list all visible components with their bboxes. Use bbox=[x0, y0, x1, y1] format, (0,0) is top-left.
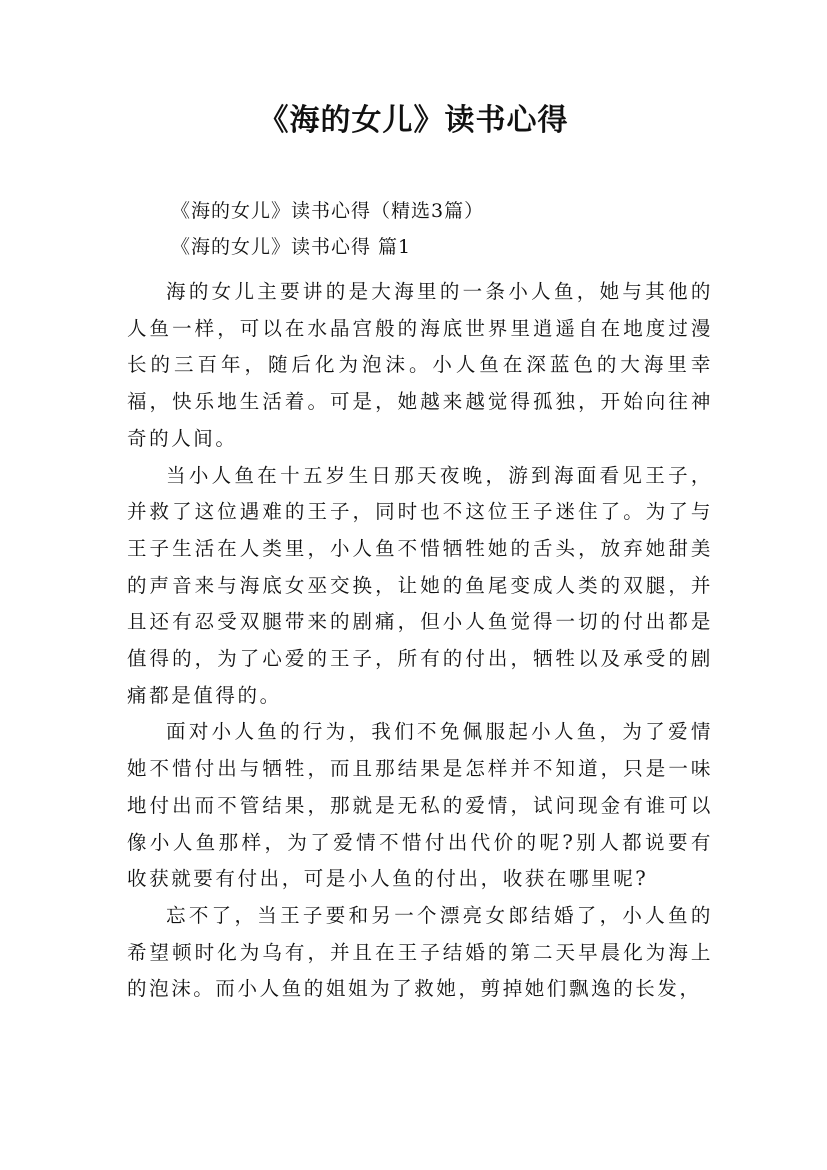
paragraph-4: 忘不了，当王子要和另一个漂亮女郎结婚了，小人鱼的希望顿时化为乌有，并且在王子结婚的第二天早晨化为海上的泡沫。而小人鱼的姐姐为了救她，剪掉她们飘逸的长发， bbox=[127, 903, 713, 1001]
essay-body bbox=[127, 274, 713, 1008]
document-title: 《海的女儿》读书心得 bbox=[258, 103, 569, 138]
paragraph-3: 面对小人鱼的行为，我们不免佩服起小人鱼，为了爱情她不惜付出与牺牲，而且那结果是怎样并不知道，只是一味地付出而不管结果，那就是无私的爱情，试问现金有谁可以像小人鱼那样，为了爱情不惜付出代价的呢?别人都说要有收获就要有付出，可是小人鱼的付出，收获在哪里呢? bbox=[127, 720, 713, 891]
section-heading: 《海的女儿》读书心得 篇1 bbox=[171, 236, 412, 258]
document-subtitle: 《海的女儿》读书心得（精选3篇） bbox=[171, 200, 485, 222]
paragraph-1: 海的女儿主要讲的是大海里的一条小人鱼，她与其他的人鱼一样，可以在水晶宫般的海底世界里逍遥自在地度过漫长的三百年，随后化为泡沫。小人鱼在深蓝色的大海里幸福，快乐地生活着。可是，她越来越觉得孤独，开始向往神奇的人间。 bbox=[127, 280, 713, 450]
paragraph-2: 当小人鱼在十五岁生日那天夜晚，游到海面看见王子，并救了这位遇难的王子，同时也不这位王子迷住了。为了与王子生活在人类里，小人鱼不惜牺牲她的舌头，放弃她甜美的声音来与海底女巫交换，让她的鱼尾变成人类的双腿，并且还有忍受双腿带来的剧痛，但小人鱼觉得一切的付出都是值得的，为了心爱的王子，所有的付出，牺牲以及承受的剧痛都是值得的。 bbox=[127, 463, 713, 707]
